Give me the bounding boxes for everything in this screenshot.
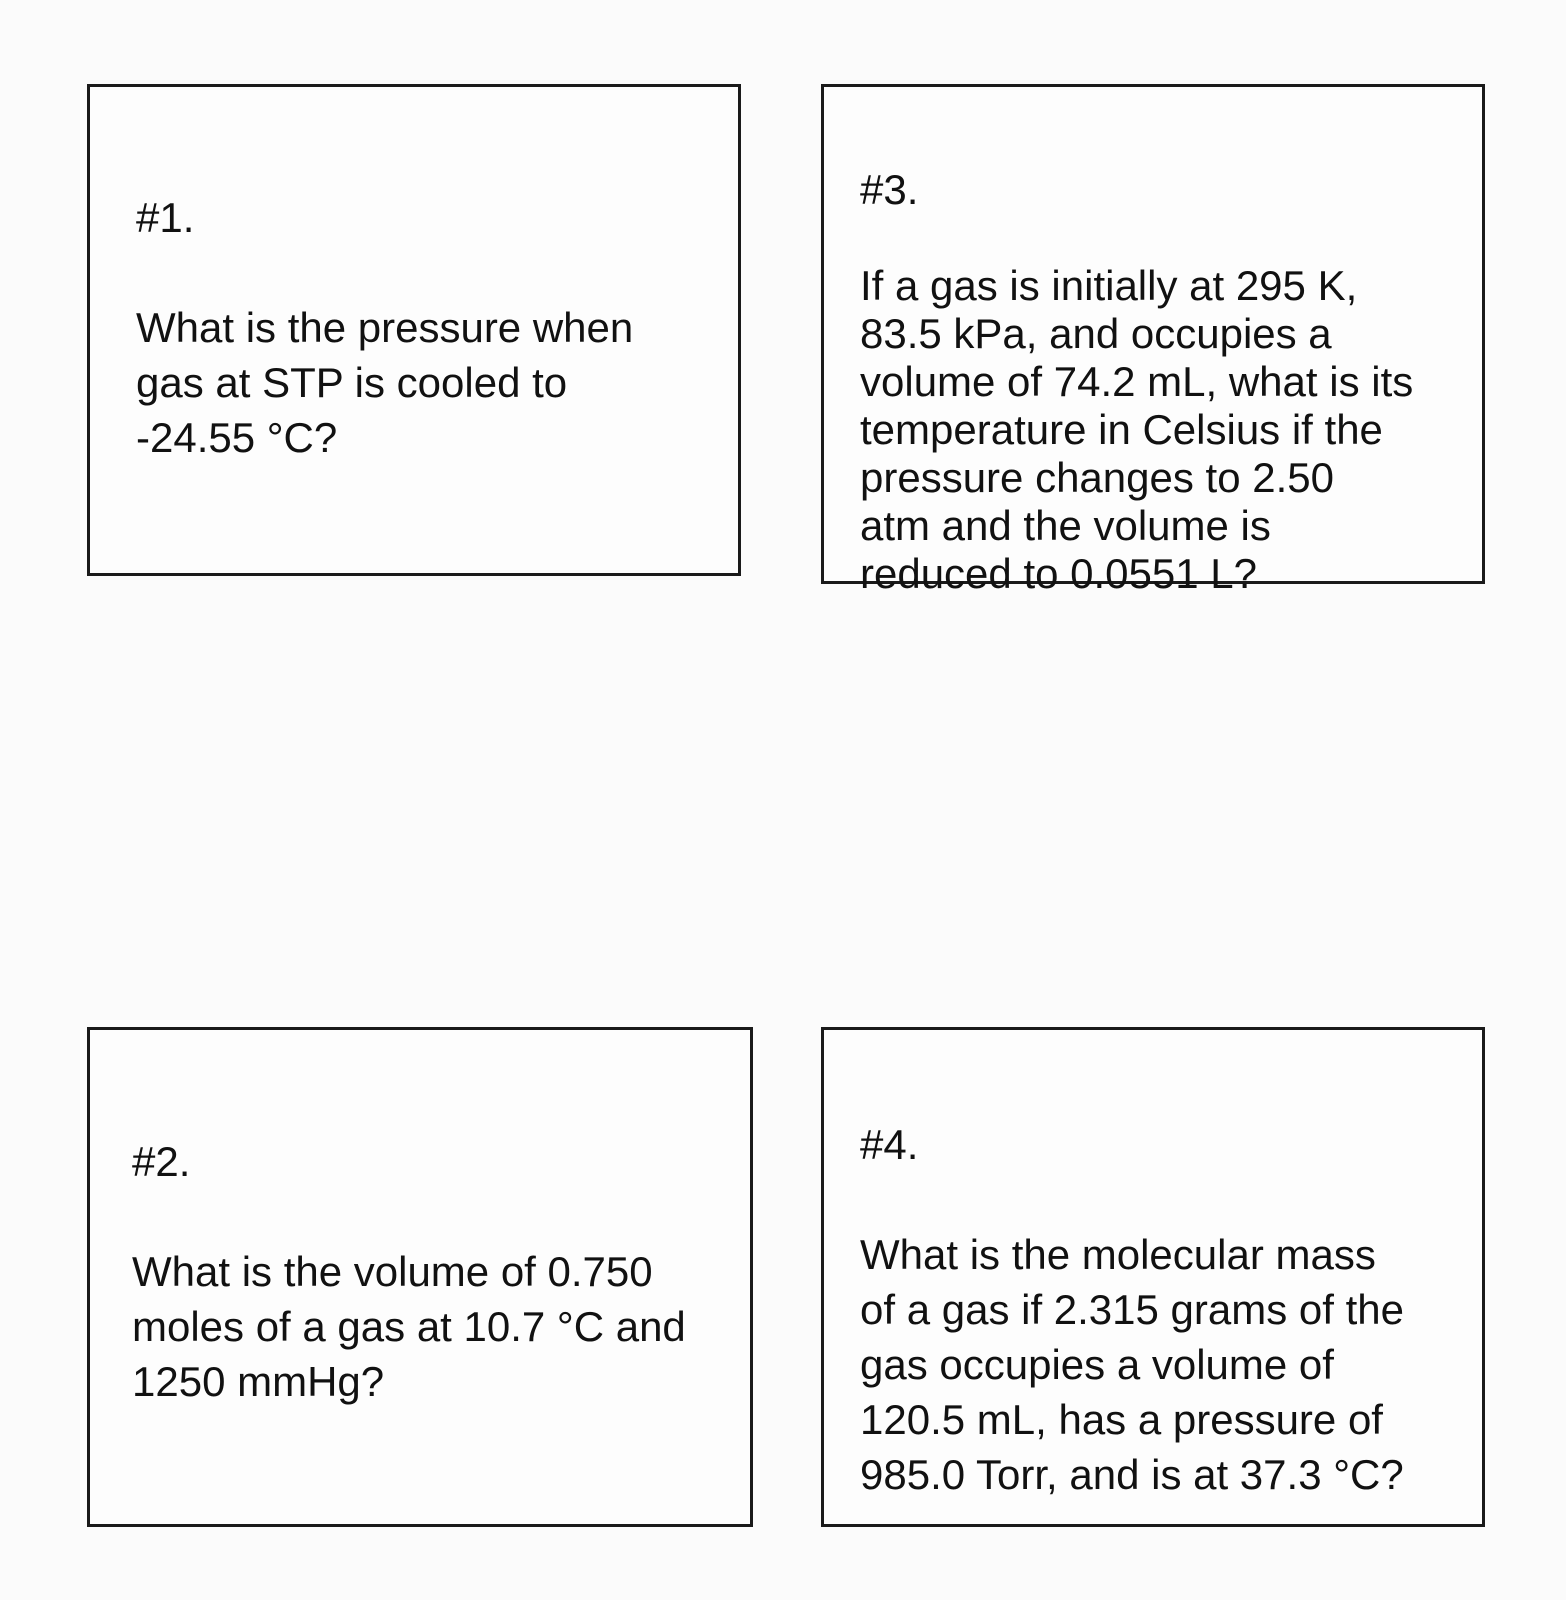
question-card-3 — [821, 84, 1485, 597]
question-card-2 — [87, 1027, 753, 1527]
question-number: #2. — [132, 1138, 191, 1185]
question-text: What is the molecular mass of a gas if 2.315 grams of the gas occupies a volume of 120.5 mL, has a pressure of 985.0 Torr, and is at 37.3 °C? — [860, 1231, 1404, 1498]
question-text: What is the volume of 0.750 moles of a gas at 10.7 °C and 1250 mmHg? — [132, 1248, 686, 1405]
question-number: #1. — [136, 194, 195, 241]
question-card-4 — [821, 1027, 1485, 1527]
question-text: What is the pressure when gas at STP is cooled to -24.55 °C? — [136, 304, 634, 461]
question-card-1-content — [136, 135, 633, 520]
question-number: #3. — [860, 166, 919, 213]
question-text: If a gas is initially at 295 K, 83.5 kPa, and occupies a volume of 74.2 mL, what is its temperature in Celsius if the pressure changes to 2.50 atm and the volume is reduced to 0.0551 L? — [860, 262, 1414, 597]
question-card-4-content — [860, 1062, 1404, 1557]
question-number: #4. — [860, 1121, 919, 1168]
question-card-3-content — [860, 118, 1413, 646]
question-card-1 — [87, 84, 741, 576]
question-card-2-content — [132, 1079, 686, 1464]
